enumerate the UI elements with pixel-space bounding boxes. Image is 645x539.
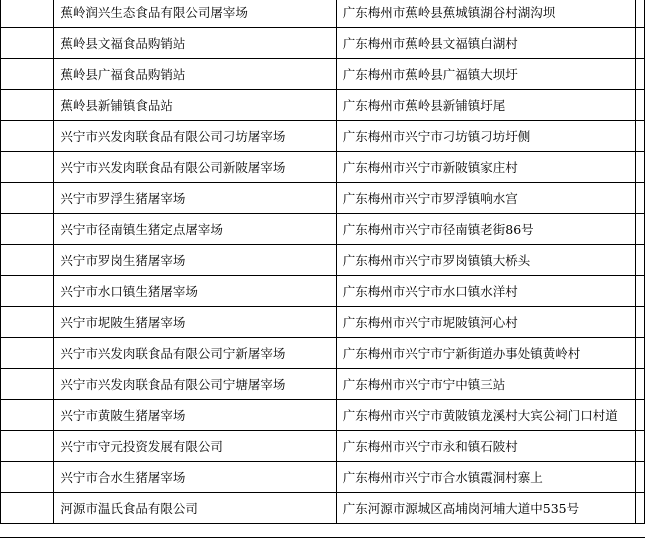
address-cell: 广东梅州市蕉岭县文福镇白湖村 [336, 28, 635, 59]
table-row [1, 431, 645, 462]
address-cell: 广东梅州市兴宁市刁坊镇刁坊圩侧 [336, 121, 635, 152]
address-cell: 广东梅州市兴宁市坭陂镇河心村 [336, 307, 635, 338]
trailing-cell [635, 431, 644, 462]
index-cell [1, 0, 54, 28]
index-cell [1, 307, 54, 338]
trailing-cell [635, 338, 644, 369]
address-cell: 广东梅州市兴宁市宁中镇三站 [336, 369, 635, 400]
index-cell [1, 59, 54, 90]
index-cell [1, 493, 54, 524]
company-name-cell: 兴宁市罗浮生猪屠宰场 [54, 183, 336, 214]
address-cell: 广东梅州市兴宁市新陂镇家庄村 [336, 152, 635, 183]
index-cell [1, 369, 54, 400]
trailing-cell [635, 369, 644, 400]
index-cell [1, 276, 54, 307]
table-body [1, 0, 645, 524]
trailing-cell [635, 121, 644, 152]
address-cell: 广东梅州市兴宁市永和镇石陂村 [336, 431, 635, 462]
address-cell: 广东梅州市兴宁市宁新街道办事处镇黄岭村 [336, 338, 635, 369]
table-row [1, 338, 645, 369]
index-cell [1, 183, 54, 214]
trailing-cell [635, 276, 644, 307]
trailing-cell [635, 245, 644, 276]
address-cell: 广东梅州市兴宁市黄陂镇龙溪村大宾公祠门口村道 [336, 400, 635, 431]
company-name-cell: 兴宁市合水生猪屠宰场 [54, 462, 336, 493]
address-cell: 广东河源市源城区高埔岗河埔大道中535号 [336, 493, 635, 524]
company-name-cell: 蕉岭县广福食品购销站 [54, 59, 336, 90]
address-cell: 广东梅州市蕉岭县新铺镇圩尾 [336, 90, 635, 121]
address-cell: 广东梅州市兴宁市水口镇水洋村 [336, 276, 635, 307]
bottom-border [0, 537, 645, 538]
company-name-cell: 蕉岭润兴生态食品有限公司屠宰场 [54, 0, 336, 28]
address-cell: 广东梅州市兴宁市径南镇老街86号 [336, 214, 635, 245]
company-name-cell: 兴宁市兴发肉联食品有限公司刁坊屠宰场 [54, 121, 336, 152]
company-name-cell: 河源市温氏食品有限公司 [54, 493, 336, 524]
index-cell [1, 431, 54, 462]
address-cell: 广东梅州市蕉岭县广福镇大坝圩 [336, 59, 635, 90]
index-cell [1, 462, 54, 493]
company-name-cell: 兴宁市罗岗生猪屠宰场 [54, 245, 336, 276]
address-cell: 广东梅州市兴宁市合水镇霞洞村寨上 [336, 462, 635, 493]
index-cell [1, 214, 54, 245]
table-row [1, 400, 645, 431]
index-cell [1, 245, 54, 276]
table-row [1, 307, 645, 338]
trailing-cell [635, 493, 644, 524]
trailing-cell [635, 214, 644, 245]
table-row [1, 152, 645, 183]
company-name-cell: 兴宁市兴发肉联食品有限公司新陂屠宰场 [54, 152, 336, 183]
trailing-cell [635, 307, 644, 338]
address-cell: 广东梅州市蕉岭县蕉城镇湖谷村湖沟坝 [336, 0, 635, 28]
table-row [1, 493, 645, 524]
index-cell [1, 121, 54, 152]
company-name-cell: 兴宁市坭陂生猪屠宰场 [54, 307, 336, 338]
index-cell [1, 90, 54, 121]
address-cell: 广东梅州市兴宁市罗浮镇响水宫 [336, 183, 635, 214]
trailing-cell [635, 90, 644, 121]
index-cell [1, 152, 54, 183]
trailing-cell [635, 152, 644, 183]
table-row [1, 369, 645, 400]
company-name-cell: 兴宁市守元投资发展有限公司 [54, 431, 336, 462]
company-name-cell: 蕉岭县文福食品购销站 [54, 28, 336, 59]
index-cell [1, 338, 54, 369]
table-row [1, 59, 645, 90]
table-row [1, 90, 645, 121]
table-row [1, 28, 645, 59]
trailing-cell [635, 28, 644, 59]
address-cell: 广东梅州市兴宁市罗岗镇镇大桥头 [336, 245, 635, 276]
company-name-cell: 蕉岭县新铺镇食品站 [54, 90, 336, 121]
table-row [1, 462, 645, 493]
trailing-cell [635, 462, 644, 493]
company-name-cell: 兴宁市兴发肉联食品有限公司宁塘屠宰场 [54, 369, 336, 400]
trailing-cell [635, 400, 644, 431]
table-row [1, 183, 645, 214]
table-row [1, 214, 645, 245]
company-name-cell: 兴宁市黄陂生猪屠宰场 [54, 400, 336, 431]
index-cell [1, 400, 54, 431]
index-cell [1, 28, 54, 59]
table-row [1, 121, 645, 152]
trailing-cell [635, 0, 644, 28]
company-name-cell: 兴宁市兴发肉联食品有限公司宁新屠宰场 [54, 338, 336, 369]
table-row [1, 0, 645, 28]
trailing-cell [635, 183, 644, 214]
company-name-cell: 兴宁市水口镇生猪屠宰场 [54, 276, 336, 307]
trailing-cell [635, 59, 644, 90]
table-row [1, 276, 645, 307]
company-name-cell: 兴宁市径南镇生猪定点屠宰场 [54, 214, 336, 245]
table-row [1, 245, 645, 276]
